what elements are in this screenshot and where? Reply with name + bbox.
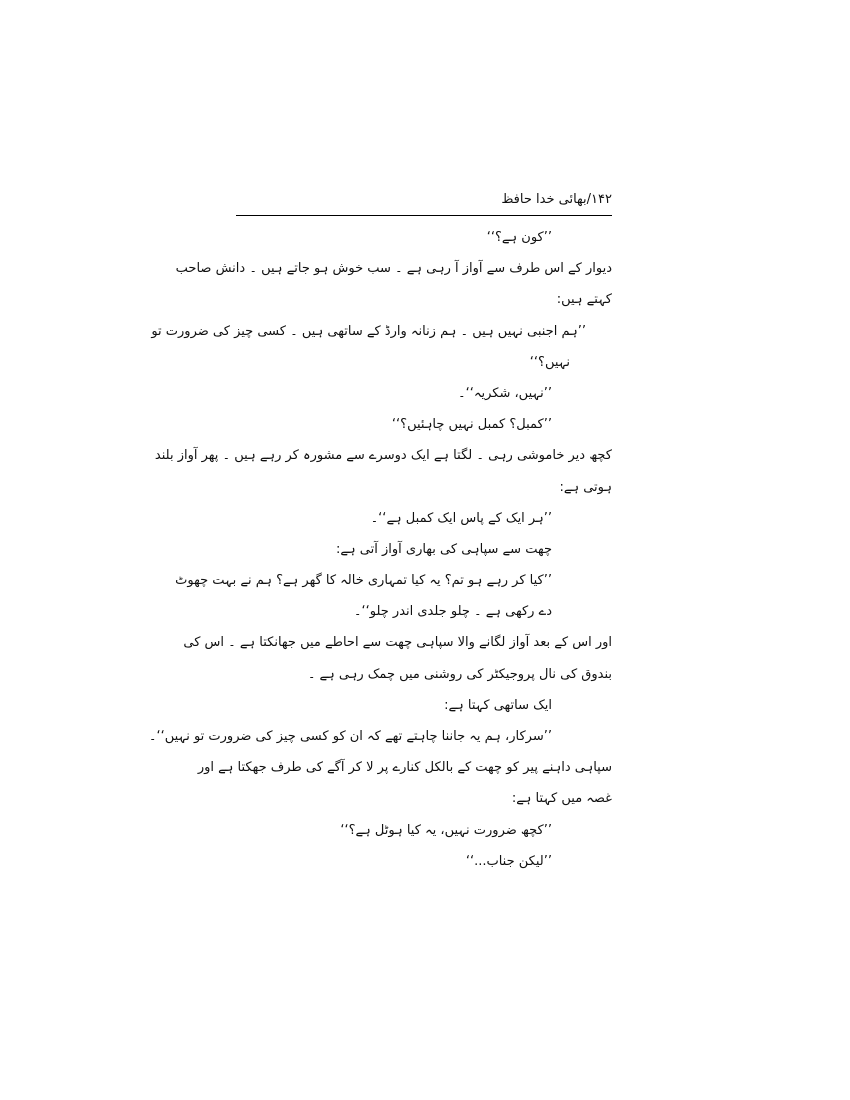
text-line: ایک ساتھی کہتا ہے:: [444, 697, 552, 713]
text-line: ’’لیکن جناب...‘‘: [465, 853, 552, 869]
text-line: اور اس کے بعد آواز لگانے والا سپاہی چھت سے احاطے میں جھانکتا ہے ۔ اس کی: [183, 635, 612, 651]
text-line: ’’نہیں، شکریہ‘‘۔: [457, 385, 552, 401]
text-line: ’’ہر ایک کے پاس ایک کمبل ہے‘‘۔: [370, 510, 552, 526]
running-title: ۱۴۲/بھائی خدا حافظ: [501, 192, 612, 207]
text-line: چھت سے سپاہی کی بھاری آواز آتی ہے:: [336, 541, 552, 557]
text-line: دیوار کے اس طرف سے آواز آ رہی ہے ۔ سب خوش ہو جاتے ہیں ۔ دانش صاحب: [175, 261, 612, 277]
text-line: ’’کمبل؟ کمبل نہیں چاہئیں؟‘‘: [391, 417, 552, 433]
text-line: ’’کیا کر رہے ہو تم؟ یہ کیا تمہاری خالہ کا گھر ہے؟ ہم نے بہت چھوٹ: [175, 573, 552, 589]
text-line: ’’کون ہے؟‘‘: [486, 230, 552, 245]
text-line: سپاہی داہنے پیر کو چھت کے بالکل کنارے پر لا کر آگے کی طرف جھکتا ہے اور: [197, 760, 612, 776]
header-rule: [236, 215, 612, 216]
text-line: کچھ دیر خاموشی رہی ۔ لگتا ہے ایک دوسرے سے مشورہ کر رہے ہیں ۔ پھر آواز بلند: [154, 448, 612, 464]
text-line: دے رکھی ہے ۔ چلو جلدی اندر چلو‘‘۔: [353, 604, 552, 620]
text-line: غصہ میں کہتا ہے:: [511, 791, 612, 807]
body-text: [148, 222, 612, 877]
text-line: نہیں؟‘‘: [529, 354, 570, 370]
text-line: ’’کچھ ضرورت نہیں، یہ کیا ہوٹل ہے؟‘‘: [340, 822, 552, 838]
text-line: ’’ہم اجنبی نہیں ہیں ۔ ہم زنانہ وارڈ کے ساتھی ہیں ۔ کسی چیز کی ضرورت تو: [151, 323, 586, 339]
running-header: [236, 186, 612, 214]
text-line: ’’سرکار، ہم یہ جاننا چاہتے تھے کہ ان کو کسی چیز کی ضرورت تو نہیں‘‘۔: [148, 729, 552, 744]
text-line: بندوق کی نال پروجیکٹر کی روشنی میں چمک رہی ہے ۔: [307, 666, 612, 682]
text-line: ہوتی ہے:: [559, 479, 612, 495]
text-line: کہتے ہیں:: [556, 292, 612, 308]
